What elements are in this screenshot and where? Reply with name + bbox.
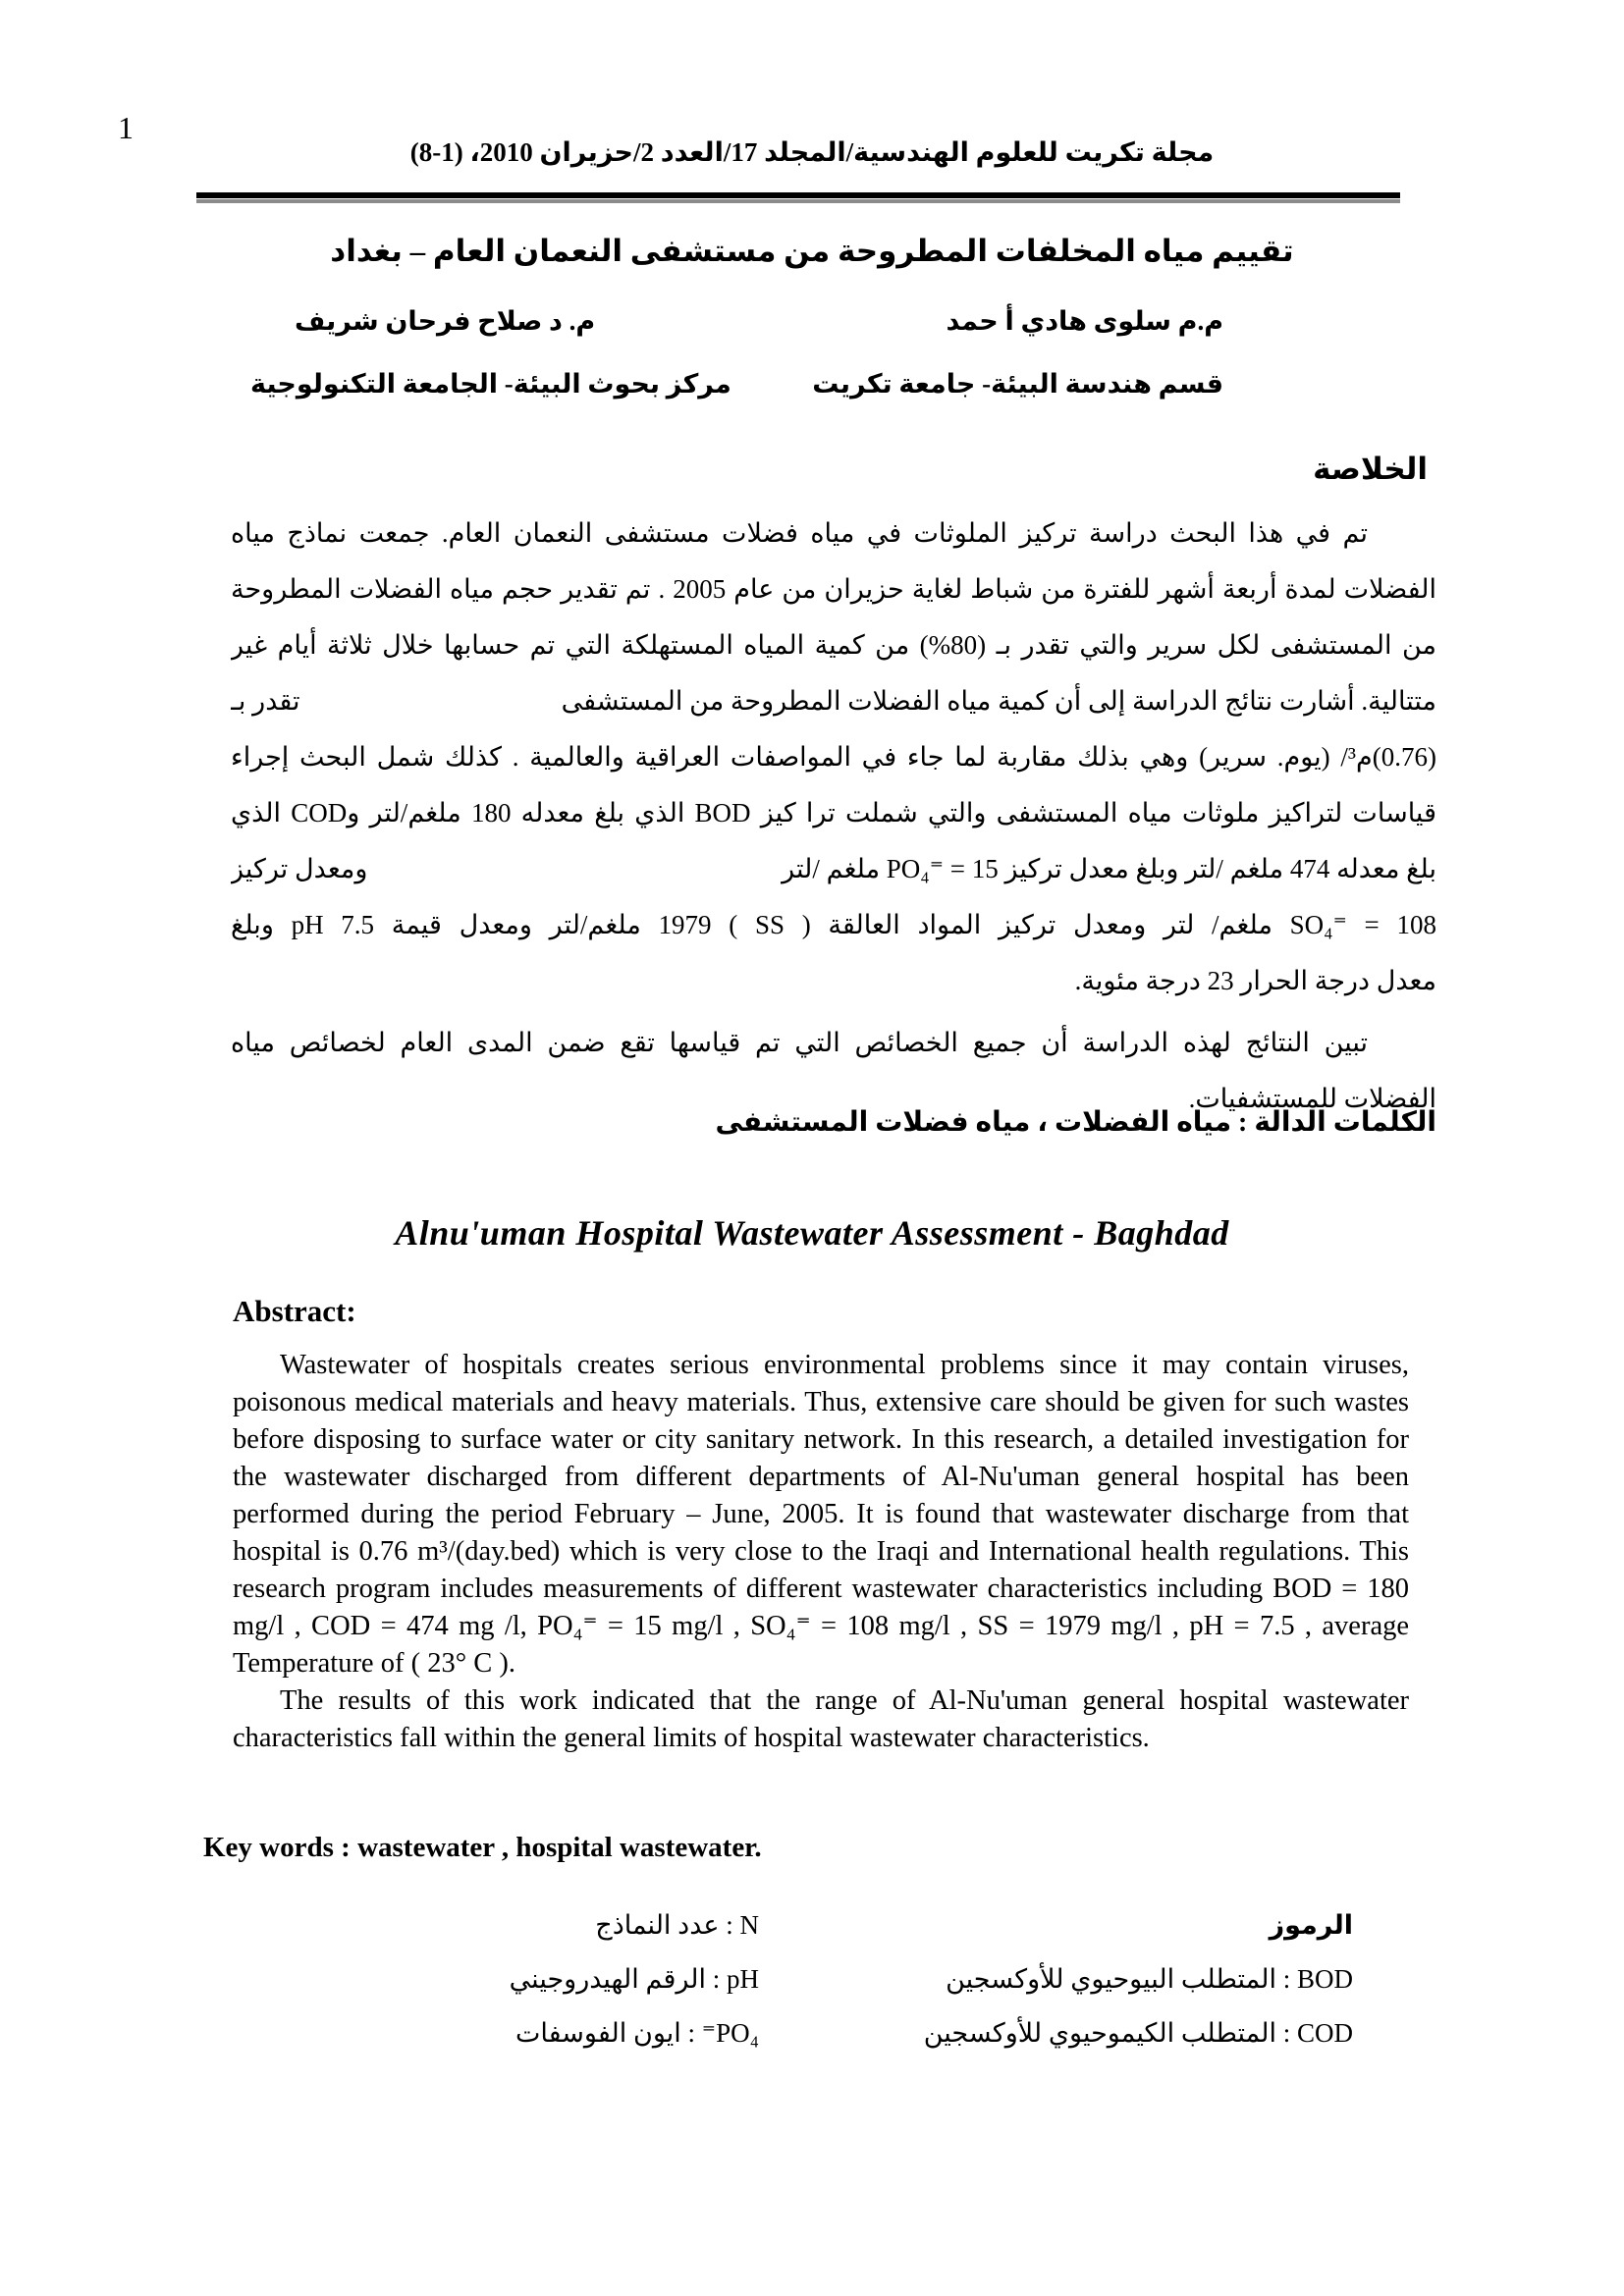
arabic-abstract-line: SO₄⁼ = 108 ملغم/ لتر ومعدل تركيز المواد العالقة ( SS ) 1979 ملغم/لتر ومعدل قيمة pH 7.5 وبلغ: [231, 910, 1436, 939]
author-name-left: م. د صلاح فرحان شريف: [295, 306, 596, 336]
header-rule-black: [196, 192, 1400, 198]
symbol-definition-n: N : عدد النماذج: [595, 1910, 759, 1940]
symbol-definition-po4: PO₄⁼ : ايون الفوسفات: [515, 2018, 759, 2048]
symbol-definition-ph: pH : الرقم الهيدروجيني: [509, 1964, 759, 1994]
english-paper-title: Alnu'uman Hospital Wastewater Assessment - Baghdad: [395, 1213, 1229, 1253]
arabic-keywords: الكلمات الدالة : مياه الفضلات ، مياه فضلات المستشفى: [715, 1107, 1436, 1138]
arabic-abstract-line: الفضلات للمستشفيات.: [1188, 1084, 1436, 1113]
author-name-right: م.م سلوى هادي أ حمد: [946, 306, 1223, 336]
arabic-abstract-line: من المستشفى لكل سرير والتي تقدر بـ (80%) من كمية المياه المستهلكة التي تم حسابها خلال ثلاثة أيام غير: [231, 630, 1436, 660]
arabic-paper-title: تقييم مياه المخلفات المطروحة من مستشفى النعمان العام – بغداد: [330, 234, 1294, 268]
english-keywords: Key words : wastewater , hospital wastewater.: [203, 1832, 762, 1863]
author-affiliation-right: قسم هندسة البيئة- جامعة تكريت: [812, 369, 1223, 399]
english-abstract-paragraph-2: The results of this work indicated that the range of Al-Nu'uman general hospital wastewater characteristics fall within the general limits of hospital wastewater characteristics.: [233, 1685, 1409, 1753]
symbols-column-left: [510, 1898, 759, 2060]
header-rule-gray: [196, 199, 1400, 203]
page-number: 1: [118, 110, 134, 145]
arabic-abstract-line-main: بلغ معدله 474 ملغم /لتر وبلغ معدل تركيز PO₄⁼ = 15 ملغم /لتر: [782, 854, 1436, 883]
author-affiliation-left: مركز بحوث البيئة- الجامعة التكنولوجية: [250, 369, 731, 399]
symbols-column-right: [924, 1898, 1353, 2060]
symbols-heading: الرموز: [1269, 1910, 1353, 1940]
arabic-abstract-line: [231, 841, 1436, 897]
symbol-definition-bod: BOD : المتطلب البيوحيوي للأوكسجين: [946, 1964, 1353, 1994]
arabic-abstract-line-main: متتالية. أشارت نتائج الدراسة إلى أن كمية مياه الفضلات المطروحة من المستشفى: [561, 686, 1436, 716]
english-abstract: [233, 1347, 1409, 1757]
english-abstract-heading: Abstract:: [233, 1294, 356, 1328]
header-rule: [196, 192, 1400, 203]
arabic-abstract-line: [231, 673, 1436, 729]
arabic-abstract-line: معدل درجة الحرار 23 درجة مئوية.: [1074, 966, 1436, 995]
journal-header-line: مجلة تكريت للعلوم الهندسية/المجلد 17/العدد 2/حزيران 2010، (1-8): [409, 137, 1215, 167]
arabic-abstract-line: (0.76)م³/ (يوم. سرير) وهي بذلك مقاربة لما جاء في المواصفات العراقية والعالمية . كذلك شمل البحث إجراء: [231, 742, 1436, 772]
arabic-abstract-line: قياسات لتراكيز ملوثات مياه المستشفى والتي شملت ترا كيز BOD الذي بلغ معدله 180 ملغم/لتر وCOD الذي: [231, 798, 1436, 828]
arabic-abstract-line: تبين النتائج لهذه الدراسة أن جميع الخصائص التي تم قياسها تقع ضمن المدى العام لخصائص مياه: [231, 1028, 1368, 1057]
arabic-abstract-line-tail: ومعدل تركيز: [231, 854, 368, 883]
arabic-abstract: [231, 506, 1436, 1127]
symbol-definition-cod: COD : المتطلب الكيموحيوي للأوكسجين: [923, 2018, 1353, 2048]
arabic-abstract-line: الفضلات لمدة أربعة أشهر للفترة من شباط لغاية حزيران من عام 2005 . تم تقدير حجم مياه الفضلات المطروحة: [231, 574, 1436, 604]
arabic-abstract-heading: الخلاصة: [1313, 452, 1428, 486]
arabic-abstract-line: تم في هذا البحث دراسة تركيز الملوثات في مياه فضلات مستشفى النعمان العام. جمعت نماذج مياه: [231, 518, 1368, 548]
english-abstract-paragraph-1: Wastewater of hospitals creates serious environmental problems since it may contain viruses, poisonous medical materials and heavy materials. Thus, extensive care should be given for such wastes before disposing to surface water or city sanitary network. In this research, a detailed investigation for the wastewater discharged from different departments of Al-Nu'uman general hospital has been performed during the period February – June, 2005. It is found that wastewater discharge from that hospital is 0.76 m³/(day.bed) which is very close to the Iraqi and International health regulations. This research program includes measurements of different wastewater characteristics including BOD = 180 mg/l , COD = 474 mg /l, PO₄⁼ = 15 mg/l , SO₄⁼ = 108 mg/l , SS = 1979 mg/l , pH = 7.5 , average Temperature of ( 23° C ).: [233, 1350, 1409, 1679]
arabic-abstract-line-tail: تقدر بـ: [231, 686, 300, 716]
